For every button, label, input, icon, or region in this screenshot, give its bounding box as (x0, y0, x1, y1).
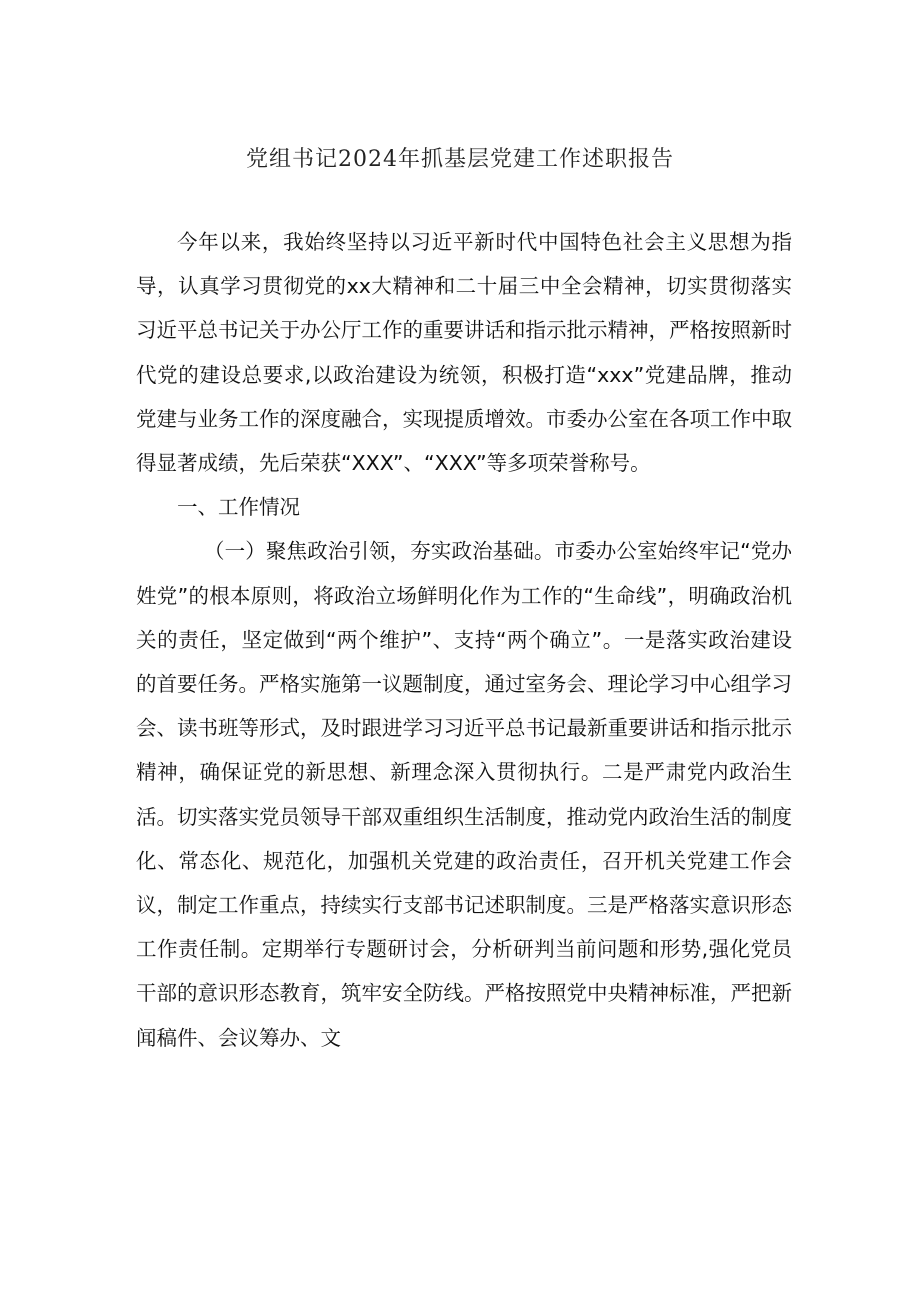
section-paragraph: （一）聚焦政治引领，夯实政治基础。市委办公室始终牢记“党办姓党”的根本原则，将政治立场鲜明化作为工作的“生命线”，明确政治机关的责任，坚定做到“两个维护”、支持“两个确立”。一是落实政治建设的首要任务。严格实施第一议题制度，通过室务会、理论学习中心组学习会、读书班等形式，及时跟进学习习近平总书记最新重要讲话和指示批示精神，确保证党的新思想、新理念深入贯彻执行。二是严肃党内政治生活。切实落实党员领导干部双重组织生活制度，推动党内政治生活的制度化、常态化、规范化，加强机关党建的政治责任，召开机关党建工作会议，制定工作重点，持续实行支部书记述职制度。三是严格落实意识形态工作责任制。定期举行专题研讨会，分析研判当前问题和形势,强化党员干部的意识形态教育，筑牢安全防线。严格按照党中央精神标准，严把新闻稿件、会议筹办、文 (136, 539, 792, 1050)
document-body (136, 220, 792, 1060)
document-title: 党组书记2024年抓基层党建工作述职报告 (246, 147, 674, 172)
intro-paragraph: 今年以来，我始终坚持以习近平新时代中国特色社会主义思想为指导，认真学习贯彻党的xx大精神和二十届三中全会精神，切实贯彻落实习近平总书记关于办公厅工作的重要讲话和指示批示精神，严格按照新时代党的建设总要求,以政治建设为统领，积极打造“xxx”党建品牌，推动党建与业务工作的深度融合，实现提质增效。市委办公室在各项工作中取得显著成绩，先后荣获“XXX”、“XXX”等多项荣誉称号。 (136, 230, 792, 476)
section-heading: 一、工作情况 (177, 495, 300, 520)
